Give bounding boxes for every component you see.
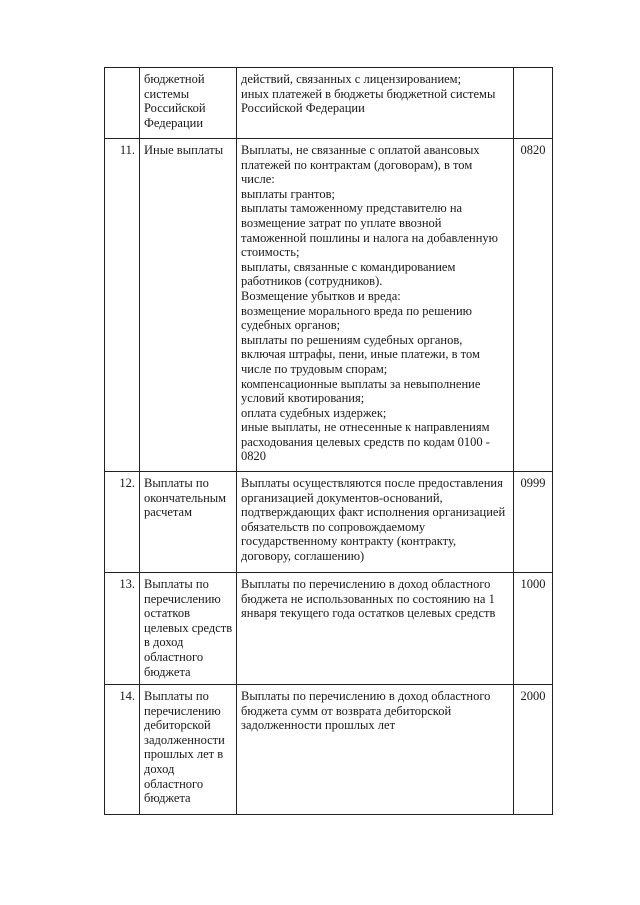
- cell-text-line: остатков: [144, 606, 191, 621]
- cell-text-line: Российской Федерации: [241, 101, 365, 116]
- cell-text-line: Выплаты по: [144, 476, 209, 490]
- cell-text-line: расчетам: [144, 505, 193, 520]
- cell-text-line: оплата судебных издержек;: [241, 405, 387, 420]
- cell-text-line: областного: [144, 649, 204, 664]
- cell-text-line: возмещение морального вреда по решению: [241, 303, 472, 318]
- cell-text-line: бюджета: [144, 664, 191, 679]
- cell-text-line: перечислению: [144, 591, 221, 606]
- row-name-cell: [140, 573, 237, 685]
- cell-text-line: января текущего года остатков целевых средств: [241, 606, 496, 621]
- cell-text-line: Российской: [144, 101, 206, 116]
- table-row: [105, 573, 553, 685]
- cell-text-line: Возмещение убытков и вреда:: [241, 288, 401, 303]
- cell-text-line: подтверждающих факт исполнения организацией: [241, 505, 506, 520]
- cell-text-line: выплаты грантов;: [241, 186, 335, 201]
- cell-text-line: государственному контракту (контракту,: [241, 534, 457, 549]
- row-code-cell: 0820: [514, 139, 553, 472]
- row-name-cell: [140, 68, 237, 139]
- expense-codes-table: [104, 67, 553, 815]
- row-code-cell: [514, 68, 553, 139]
- table-row: [105, 139, 553, 472]
- cell-text-line: 0820: [241, 449, 266, 464]
- cell-text-line: обязательств по сопровождаемому: [241, 519, 426, 534]
- row-description-cell: [237, 573, 514, 685]
- cell-text-line: дебиторской: [144, 718, 211, 733]
- row-number-cell: 13.: [105, 573, 140, 685]
- cell-text-line: Выплаты по перечислению в доход областного: [241, 689, 491, 703]
- cell-text-line: задолженности: [144, 732, 225, 747]
- row-description-cell: [237, 139, 514, 472]
- row-code-cell: 0999: [514, 472, 553, 573]
- row-number-cell: 11.: [105, 139, 140, 472]
- cell-text-line: доход: [144, 761, 175, 776]
- cell-text-line: компенсационные выплаты за невыполнение: [241, 376, 481, 391]
- cell-text-line: в доход: [144, 635, 184, 650]
- table-row: [105, 472, 553, 573]
- row-name-cell: [140, 139, 237, 472]
- row-code-cell: 2000: [514, 685, 553, 815]
- cell-text-line: прошлых лет в: [144, 747, 224, 762]
- table-body: [105, 68, 553, 815]
- cell-text-line: бюджета сумм от возврата дебиторской: [241, 703, 452, 718]
- row-description-cell: [237, 68, 514, 139]
- cell-text-line: выплаты таможенному представителю на: [241, 201, 463, 216]
- cell-text-line: числе:: [241, 172, 275, 187]
- table-row: [105, 685, 553, 815]
- cell-text-line: Выплаты осуществляются после предоставления: [241, 476, 503, 490]
- row-description-cell: [237, 685, 514, 815]
- row-code-cell: 1000: [514, 573, 553, 685]
- cell-text-line: областного: [144, 776, 204, 791]
- cell-text-line: Выплаты, не связанные с оплатой авансовых: [241, 143, 480, 157]
- cell-text-line: иных платежей в бюджеты бюджетной системы: [241, 86, 496, 101]
- cell-text-line: судебных органов;: [241, 318, 341, 333]
- cell-text-line: таможенной пошлины и налога на добавленную: [241, 230, 499, 245]
- cell-text-line: иные выплаты, не отнесенные к направлениям: [241, 420, 490, 435]
- cell-text-line: расходования целевых средств по кодам 0100 -: [241, 434, 490, 449]
- row-description-cell: [237, 472, 514, 573]
- cell-text-line: перечислению: [144, 703, 221, 718]
- cell-text-line: возмещение затрат по уплате ввозной: [241, 215, 442, 230]
- cell-text-line: целевых средств: [144, 620, 233, 635]
- cell-text-line: числе по трудовым спорам;: [241, 361, 388, 376]
- cell-text-line: договору, соглашению): [241, 548, 365, 563]
- cell-text-line: окончательным: [144, 490, 227, 505]
- cell-text-line: Выплаты по: [144, 689, 209, 703]
- cell-text-line: Выплаты по перечислению в доход областного: [241, 577, 491, 591]
- cell-text-line: системы: [144, 86, 190, 101]
- table-row: [105, 68, 553, 139]
- cell-text-line: условий квотирования;: [241, 391, 365, 406]
- cell-text-line: выплаты, связанные с командированием: [241, 259, 456, 274]
- cell-text-line: стоимость;: [241, 245, 300, 260]
- cell-text-line: работников (сотрудников).: [241, 274, 383, 289]
- cell-text-line: бюджета: [144, 791, 191, 806]
- cell-text-line: задолженности прошлых лет: [241, 718, 396, 733]
- row-number-cell: [105, 68, 140, 139]
- row-number-cell: 12.: [105, 472, 140, 573]
- cell-text-line: действий, связанных с лицензированием;: [241, 72, 462, 86]
- row-number-cell: 14.: [105, 685, 140, 815]
- cell-text-line: выплаты по решениям судебных органов,: [241, 332, 463, 347]
- cell-text-line: бюджетной: [144, 72, 205, 86]
- row-name-cell: [140, 472, 237, 573]
- cell-text-line: бюджета не использованных по состоянию на 1: [241, 591, 495, 606]
- cell-text-line: платежей по контрактам (договорам), в том: [241, 157, 473, 172]
- cell-text-line: Иные выплаты: [144, 143, 224, 157]
- row-name-cell: [140, 685, 237, 815]
- cell-text-line: включая штрафы, пени, иные платежи, в том: [241, 347, 480, 362]
- cell-text-line: Выплаты по: [144, 577, 209, 591]
- cell-text-line: Федерации: [144, 115, 204, 130]
- cell-text-line: организацией документов-оснований,: [241, 490, 443, 505]
